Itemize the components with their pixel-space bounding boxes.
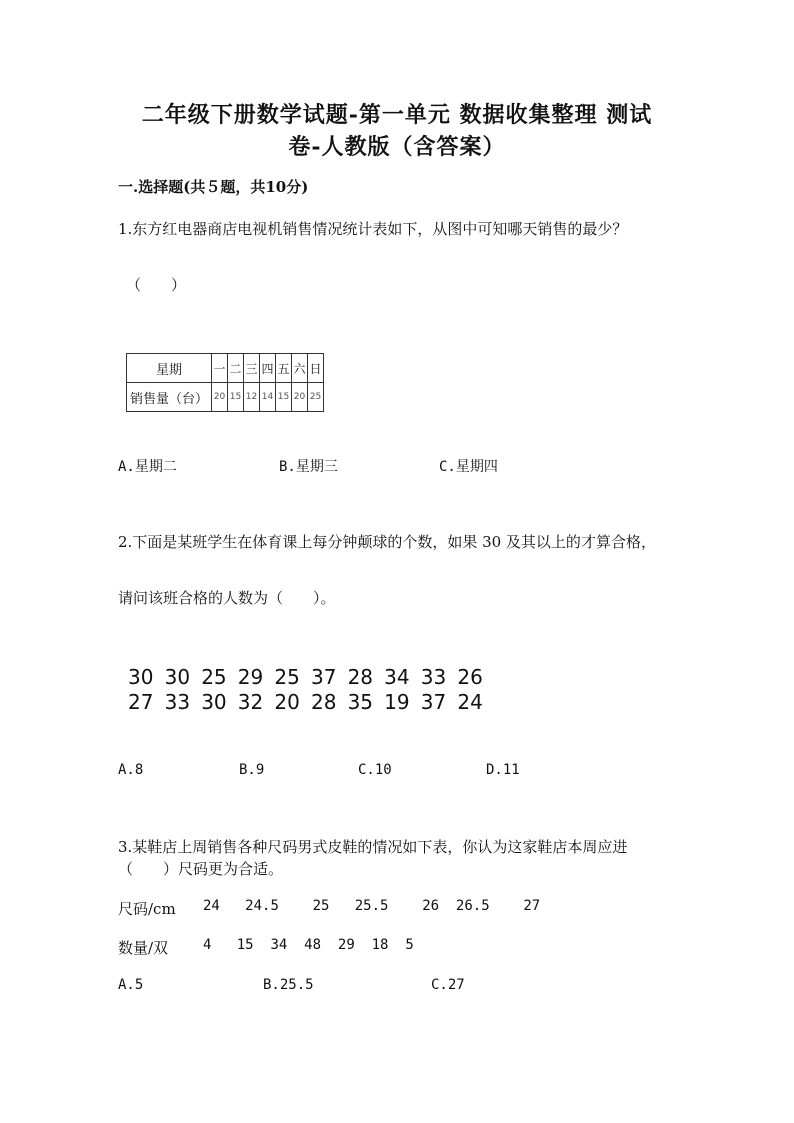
table-row [127, 383, 324, 412]
size-value: 24 [203, 898, 220, 914]
table-value-cell: 20 [212, 383, 228, 412]
quantity-label: 数量/双 [118, 939, 169, 957]
sales-table [126, 353, 324, 412]
table-row-label: 销售量（台） [127, 383, 212, 412]
score-value: 28 [310, 690, 337, 714]
question-1-text: 1.东方红电器商店电视机销售情况统计表如下，从图中可知哪天销售的最少？ [118, 220, 628, 238]
table-day-cell: 一 [212, 354, 228, 383]
score-value: 27 [128, 690, 154, 714]
quantity-values [203, 937, 414, 953]
question-1-option-a: A.星期二 [118, 459, 177, 475]
table-day-cell: 日 [308, 354, 324, 383]
size-value: 25.5 [354, 898, 389, 914]
question-3-text-line-2: （ ）尺码更为合适。 [118, 860, 284, 878]
quantity-value: 48 [304, 937, 322, 953]
score-value: 34 [384, 665, 410, 689]
page-title-line-1: 二年级下册数学试题-第一单元 数据收集整理 测试 [141, 102, 653, 128]
question-2-option-b: B.9 [239, 762, 265, 778]
table-value-cell: 20 [292, 383, 308, 412]
question-1-option-b: B.星期三 [279, 459, 338, 475]
quantity-value: 29 [337, 937, 355, 953]
question-2-option-d: D.11 [486, 762, 520, 778]
size-value: 26 [422, 898, 440, 914]
question-2-text-line-2: 请问该班合格的人数为（ ）。 [118, 589, 336, 607]
score-value: 20 [274, 690, 300, 714]
table-header-label: 星期 [127, 354, 212, 383]
question-1-answer-blank: （ ） [126, 276, 187, 294]
quantity-value: 18 [371, 937, 389, 953]
question-2-option-c: C.10 [358, 762, 392, 778]
score-value: 19 [384, 690, 410, 714]
size-value: 26.5 [455, 898, 490, 914]
quantity-value: 5 [405, 937, 414, 953]
quantity-row [118, 937, 168, 958]
quantity-value: 34 [270, 937, 288, 953]
question-2-option-a: A.8 [118, 762, 144, 778]
score-value: 26 [457, 665, 483, 689]
table-day-cell: 三 [244, 354, 260, 383]
table-day-cell: 四 [260, 354, 276, 383]
table-value-cell: 15 [276, 383, 292, 412]
score-value: 33 [420, 665, 447, 689]
question-1-option-c: C.星期四 [439, 459, 498, 475]
size-value: 24.5 [245, 898, 279, 914]
size-values [203, 898, 540, 914]
score-value: 30 [164, 665, 191, 689]
score-row-1 [128, 665, 494, 689]
score-value: 35 [347, 690, 374, 714]
score-value: 33 [164, 690, 191, 714]
page-title-line-2: 卷-人教版（含答案） [288, 134, 506, 160]
score-value: 24 [457, 690, 483, 714]
question-3-text-line-1: 3.某鞋店上周销售各种尺码男式皮鞋的情况如下表，你认为这家鞋店本周应进 [118, 838, 628, 856]
score-value: 25 [274, 665, 300, 689]
score-value: 32 [237, 690, 264, 714]
question-3-option-c: C.27 [431, 977, 465, 993]
question-3-option-b: B.25.5 [263, 977, 314, 993]
table-row [127, 354, 324, 383]
size-value: 27 [523, 898, 541, 914]
table-day-cell: 二 [228, 354, 244, 383]
score-value: 37 [420, 690, 447, 714]
quantity-value: 15 [236, 937, 254, 953]
score-value: 30 [128, 665, 154, 689]
score-value: 30 [201, 690, 227, 714]
table-day-cell: 六 [292, 354, 308, 383]
score-value: 25 [201, 665, 227, 689]
table-day-cell: 五 [276, 354, 292, 383]
table-value-cell: 25 [308, 383, 324, 412]
score-value: 37 [310, 665, 337, 689]
table-value-cell: 15 [228, 383, 244, 412]
size-value: 25 [312, 898, 330, 914]
question-2-text-line-1: 2.下面是某班学生在体育课上每分钟颠球的个数，如果 30 及其以上的才算合格， [118, 533, 656, 551]
table-value-cell: 14 [260, 383, 276, 412]
question-3-option-a: A.5 [118, 977, 144, 993]
size-row [118, 898, 176, 919]
score-value: 29 [237, 665, 264, 689]
size-label: 尺码/cm [118, 900, 176, 918]
score-value: 28 [347, 665, 374, 689]
section-heading: 一.选择题(共５题，共10分) [118, 178, 309, 196]
quantity-value: 4 [203, 937, 212, 953]
table-value-cell: 12 [244, 383, 260, 412]
score-row-2 [128, 690, 494, 714]
